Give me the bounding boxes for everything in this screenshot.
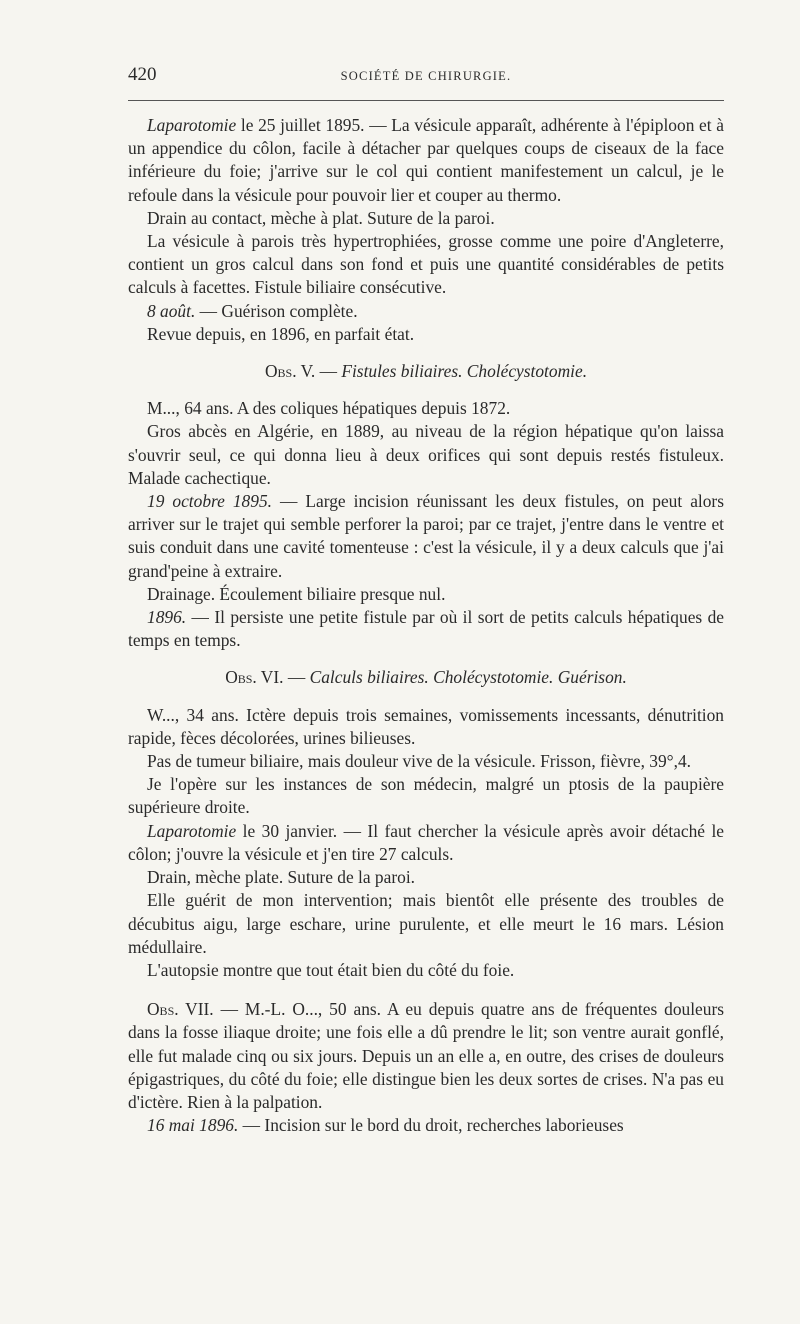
paragraph-text: — M.-L. O..., 50 ans. A eu depuis quatre ans de fréquentes douleurs dans la fosse iliaque droite; une fois elle a dû prendre le lit; son ventre aurait gonflé, elle fut malade cinq ou six jours. Depuis un an elle a, en outre, des crises de douleurs épigastriques, du côté du foie; elle distingue bien les deux sortes de crises. N'a pas eu d'ictère. Rien à la palpation. (128, 999, 725, 1112)
observation-label: Obs. V. (264, 361, 316, 382)
paragraph: Drain au contact, mèche à plat. Suture de la paroi. (147, 207, 495, 228)
page-header (128, 64, 724, 94)
italic-date: 16 mai 1896. (147, 1115, 239, 1136)
italic-date: 8 août. (147, 300, 196, 321)
paragraph-text: le 25 juillet 1895. — La vésicule apparaît, adhérente à l'épiploon et à un appendice du côlon, facile à détacher par quelques coups de ciseaux de la face inférieure du foie; j'arrive sur le col qui contient manifestement un calcul, je le refoule dans la vésicule pour pouvoir lier et couper au thermo. (128, 115, 724, 205)
heading-dash: — (315, 361, 342, 382)
observation-heading (128, 360, 724, 383)
paragraph: L'autopsie montre que tout était bien du côté du foie. (147, 959, 515, 980)
paragraph: La vésicule à parois très hypertrophiées, grosse comme une poire d'Angleterre, contient un gros calcul dans son fond et puis une quantité considérables de petits calculs à facettes. Fistule biliaire consécutive. (128, 231, 724, 298)
paragraph-text: le 30 janvier. — Il faut chercher la vésicule après avoir détaché le côlon; j'ouvre la vésicule et j'en tire 27 calculs. (128, 820, 724, 864)
paragraph (128, 998, 724, 1114)
paragraph: M..., 64 ans. A des coliques hépatiques depuis 1872. (147, 398, 511, 419)
paragraph: W..., 34 ans. Ictère depuis trois semaines, vomissements incessants, dénutrition rapide, fèces décolorées, urines bilieuses. (128, 704, 724, 748)
observation-heading (128, 666, 724, 689)
paragraph: Drainage. Écoulement biliaire presque nul. (147, 583, 446, 604)
paragraph: Gros abcès en Algérie, en 1889, au niveau de la région hépatique qu'on laissa s'ouvrir seul, ce qui donna lieu à deux orifices qui sont depuis restés fistuleux. Malade cachectique. (128, 421, 724, 488)
page-body (128, 114, 724, 1137)
paragraph (128, 1114, 724, 1137)
observation-title: Calculs biliaires. Cholécystotomie. Guérison. (309, 667, 627, 688)
paragraph (128, 114, 724, 207)
paragraph-text: — Large incision réunissant les deux fistules, on peut alors arriver sur le trajet qui semble perforer la paroi; par ce trajet, j'entre dans le ventre et suis conduit dans une cavité tomenteuse : c'est la vésicule, il y a deux calculs que j'ai grand'peine à extraire. (128, 491, 724, 581)
italic-date: 19 octobre 1895. (147, 491, 272, 512)
paragraph-text: — Guérison complète. (195, 300, 358, 321)
paragraph (128, 300, 724, 323)
observation-label: Obs. VI. (225, 667, 284, 688)
paragraph (128, 606, 724, 652)
running-title: SOCIÉTÉ DE CHIRURGIE. (340, 69, 512, 83)
observation-label: Obs. VII. (147, 999, 214, 1020)
paragraph: Pas de tumeur biliaire, mais douleur vive de la vésicule. Frisson, fièvre, 39°,4. (147, 751, 692, 772)
paragraph-text: — Il persiste une petite fistule par où il sort de petits calculs hépatiques de temps en temps. (128, 607, 724, 651)
italic-lead: Laparotomie (147, 820, 237, 841)
paragraph: Drain, mèche plate. Suture de la paroi. (147, 867, 416, 888)
paragraph (128, 820, 724, 866)
paragraph-text: — Incision sur le bord du droit, recherches laborieuses (238, 1115, 624, 1136)
paragraph: Elle guérit de mon intervention; mais bientôt elle présente des troubles de décubitus aigu, large eschare, urine purulente, et elle meurt le 16 mars. Lésion médullaire. (128, 890, 724, 957)
page-number: 420 (128, 64, 157, 85)
observation-title: Fistules biliaires. Cholécystotomie. (341, 361, 588, 382)
paragraph: Revue depuis, en 1896, en parfait état. (147, 323, 415, 344)
paragraph (128, 490, 724, 583)
italic-date: 1896. (147, 607, 187, 628)
italic-lead: Laparotomie (147, 115, 237, 135)
header-rule (128, 100, 724, 101)
heading-dash: — (283, 667, 310, 688)
paragraph: Je l'opère sur les instances de son médecin, malgré un ptosis de la paupière supérieure droite. (128, 774, 724, 818)
